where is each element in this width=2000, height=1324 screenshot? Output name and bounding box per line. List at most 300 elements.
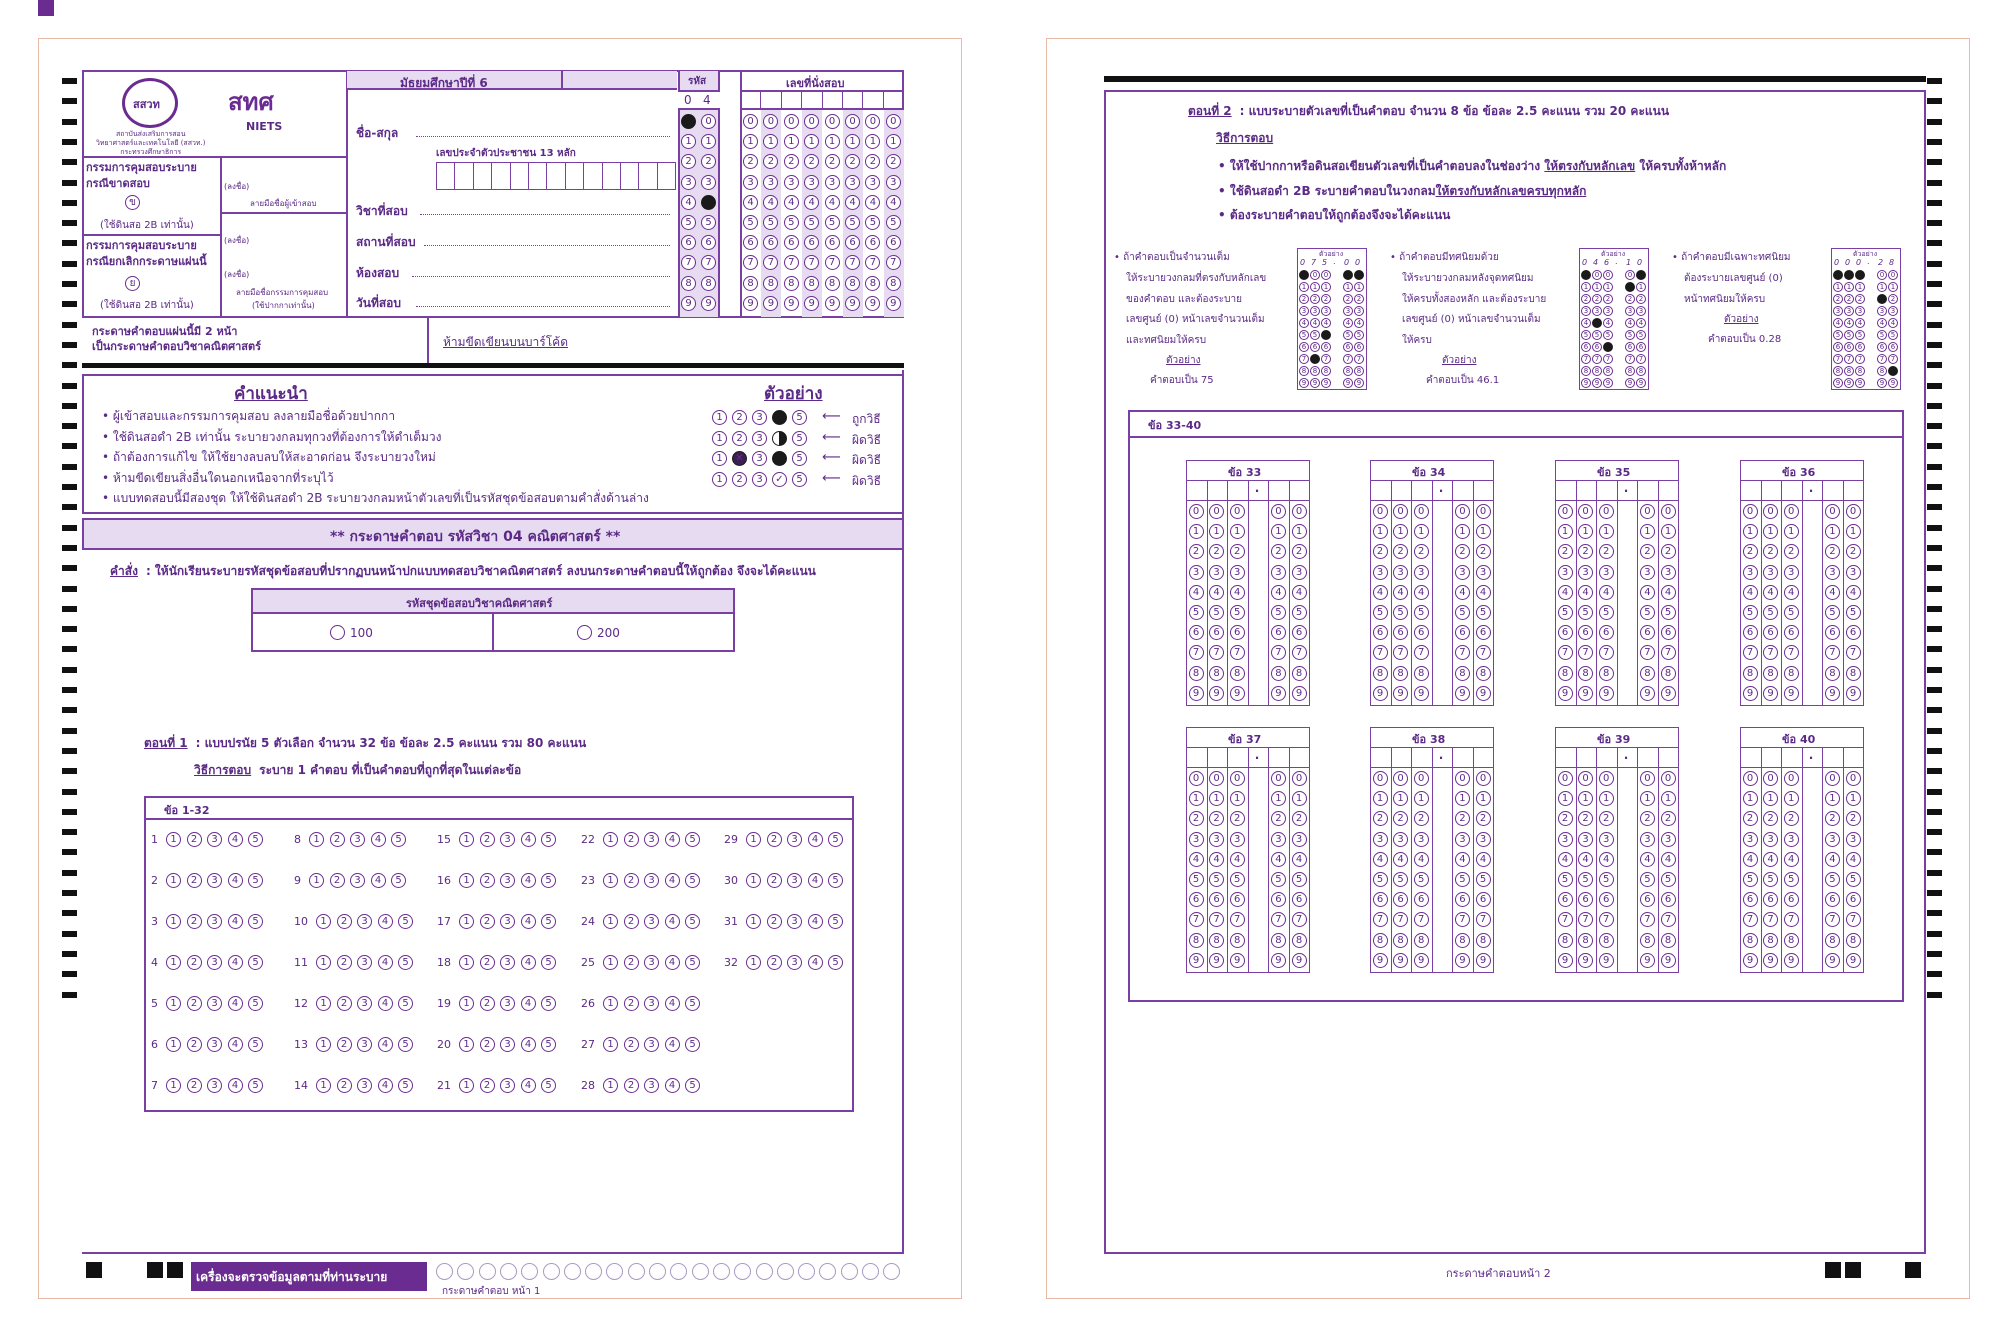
answer-bubble[interactable]: 5 [248, 832, 263, 847]
answer-bubble[interactable]: 1 [316, 955, 331, 970]
citizen-id-box[interactable] [620, 162, 639, 190]
answer-bubble[interactable]: 4 [521, 1078, 536, 1093]
seat-bubble[interactable]: 0 [825, 114, 840, 129]
answer-bubble[interactable]: 1 [459, 996, 474, 1011]
digit-bubble[interactable]: 2 [1292, 544, 1307, 559]
digit-bubble[interactable]: 0 [1784, 771, 1799, 786]
citizen-id-box[interactable] [510, 162, 529, 190]
answer-bubble[interactable]: 1 [316, 996, 331, 1011]
digit-bubble[interactable]: 5 [1558, 872, 1573, 887]
digit-bubble[interactable]: 6 [1209, 892, 1224, 907]
digit-input-box[interactable] [1844, 748, 1863, 766]
answer-bubble[interactable]: 5 [541, 996, 556, 1011]
digit-bubble[interactable]: 7 [1393, 645, 1408, 660]
answer-bubble[interactable]: 5 [828, 832, 843, 847]
digit-bubble[interactable]: 1 [1476, 791, 1491, 806]
digit-bubble[interactable]: 3 [1825, 565, 1840, 580]
seat-bubble[interactable]: 3 [886, 175, 901, 190]
digit-bubble[interactable]: 8 [1373, 666, 1388, 681]
digit-bubble[interactable]: 9 [1189, 953, 1204, 968]
digit-bubble[interactable]: 6 [1825, 625, 1840, 640]
digit-bubble[interactable]: 9 [1455, 953, 1470, 968]
answer-bubble[interactable]: 2 [480, 873, 495, 888]
digit-bubble[interactable]: 8 [1743, 933, 1758, 948]
seat-bubble[interactable]: 8 [763, 276, 778, 291]
digit-input-box[interactable] [1577, 481, 1596, 499]
digit-bubble[interactable]: 7 [1455, 645, 1470, 660]
digit-bubble[interactable]: 2 [1640, 544, 1655, 559]
digit-bubble[interactable]: 1 [1763, 524, 1778, 539]
digit-bubble[interactable]: 3 [1455, 565, 1470, 580]
answer-bubble[interactable]: 2 [480, 1078, 495, 1093]
seat-bubble[interactable]: 1 [784, 134, 799, 149]
digit-input-box[interactable] [1392, 481, 1411, 499]
digit-bubble[interactable]: 5 [1189, 605, 1204, 620]
digit-input-box[interactable] [1269, 748, 1288, 766]
digit-bubble[interactable]: 3 [1599, 565, 1614, 580]
digit-bubble[interactable]: 7 [1846, 912, 1861, 927]
digit-bubble[interactable]: 1 [1846, 791, 1861, 806]
digit-bubble[interactable]: 3 [1640, 565, 1655, 580]
answer-bubble[interactable]: 1 [603, 1037, 618, 1052]
digit-bubble[interactable]: 8 [1599, 666, 1614, 681]
digit-bubble[interactable]: 0 [1189, 771, 1204, 786]
digit-bubble[interactable]: 0 [1393, 504, 1408, 519]
code-bubble[interactable]: 2 [681, 154, 696, 169]
digit-bubble[interactable]: 4 [1640, 585, 1655, 600]
digit-bubble[interactable]: 8 [1578, 666, 1593, 681]
digit-bubble[interactable]: 0 [1846, 504, 1861, 519]
digit-bubble[interactable]: 9 [1558, 953, 1573, 968]
answer-bubble[interactable]: 4 [521, 914, 536, 929]
seat-bubble[interactable]: 4 [763, 195, 778, 210]
digit-bubble[interactable]: 0 [1599, 771, 1614, 786]
digit-bubble[interactable]: 4 [1373, 852, 1388, 867]
digit-bubble[interactable]: 6 [1661, 625, 1676, 640]
code-bubble[interactable]: 1 [701, 134, 716, 149]
citizen-id-box[interactable] [583, 162, 602, 190]
digit-bubble[interactable]: 1 [1558, 524, 1573, 539]
digit-bubble[interactable]: 9 [1476, 953, 1491, 968]
answer-bubble[interactable]: 2 [624, 955, 639, 970]
digit-bubble[interactable]: 8 [1661, 933, 1676, 948]
seat-bubble[interactable]: 1 [845, 134, 860, 149]
digit-bubble[interactable]: 7 [1578, 645, 1593, 660]
code-bubble[interactable]: 8 [701, 276, 716, 291]
digit-bubble[interactable]: 8 [1558, 933, 1573, 948]
answer-bubble[interactable]: 2 [767, 832, 782, 847]
digit-bubble[interactable]: 3 [1825, 832, 1840, 847]
digit-bubble[interactable]: 2 [1455, 544, 1470, 559]
digit-bubble[interactable]: 7 [1784, 645, 1799, 660]
answer-bubble[interactable]: 1 [603, 996, 618, 1011]
digit-bubble[interactable]: 8 [1578, 933, 1593, 948]
digit-bubble[interactable]: 2 [1209, 544, 1224, 559]
digit-bubble[interactable]: 2 [1784, 544, 1799, 559]
answer-bubble[interactable]: 5 [398, 996, 413, 1011]
digit-bubble[interactable]: 1 [1476, 524, 1491, 539]
digit-bubble[interactable]: 5 [1189, 872, 1204, 887]
digit-bubble[interactable]: 0 [1455, 771, 1470, 786]
seat-bubble[interactable]: 6 [784, 235, 799, 250]
digit-bubble[interactable]: 8 [1476, 666, 1491, 681]
answer-bubble[interactable]: 1 [166, 832, 181, 847]
answer-bubble[interactable]: 5 [391, 832, 406, 847]
digit-bubble[interactable]: 9 [1373, 953, 1388, 968]
digit-bubble[interactable]: 6 [1599, 892, 1614, 907]
digit-bubble[interactable]: 3 [1414, 565, 1429, 580]
seat-bubble[interactable]: 4 [804, 195, 819, 210]
digit-bubble[interactable]: 8 [1743, 666, 1758, 681]
digit-input-box[interactable] [1741, 748, 1760, 766]
digit-bubble[interactable]: 5 [1455, 872, 1470, 887]
answer-bubble[interactable]: 3 [500, 1037, 515, 1052]
answer-bubble[interactable]: 5 [248, 955, 263, 970]
date-field[interactable] [416, 306, 670, 307]
digit-bubble[interactable]: 5 [1599, 872, 1614, 887]
digit-input-box[interactable] [1290, 748, 1309, 766]
seat-bubble[interactable]: 1 [763, 134, 778, 149]
digit-bubble[interactable]: 1 [1743, 524, 1758, 539]
code-bubble[interactable]: 8 [681, 276, 696, 291]
digit-bubble[interactable]: 2 [1743, 544, 1758, 559]
digit-bubble[interactable]: 9 [1784, 953, 1799, 968]
digit-bubble[interactable]: 2 [1825, 811, 1840, 826]
answer-bubble[interactable]: 5 [248, 873, 263, 888]
digit-bubble[interactable]: 0 [1414, 504, 1429, 519]
digit-bubble[interactable]: 2 [1209, 811, 1224, 826]
digit-bubble[interactable]: 5 [1209, 872, 1224, 887]
digit-bubble[interactable]: 9 [1209, 953, 1224, 968]
digit-input-box[interactable] [1453, 481, 1472, 499]
answer-bubble[interactable]: 4 [378, 996, 393, 1011]
answer-bubble[interactable]: 4 [665, 832, 680, 847]
answer-bubble[interactable]: 3 [357, 1078, 372, 1093]
answer-bubble[interactable]: 4 [808, 873, 823, 888]
digit-bubble[interactable]: 7 [1209, 645, 1224, 660]
answer-bubble[interactable]: 2 [480, 914, 495, 929]
digit-bubble[interactable]: 6 [1558, 625, 1573, 640]
digit-bubble[interactable]: 9 [1825, 686, 1840, 701]
answer-bubble[interactable]: 4 [228, 1037, 243, 1052]
code-bubble[interactable]: 9 [681, 296, 696, 311]
digit-bubble[interactable]: 4 [1661, 585, 1676, 600]
answer-bubble[interactable]: 3 [500, 996, 515, 1011]
answer-bubble[interactable]: 3 [644, 1037, 659, 1052]
digit-bubble[interactable]: 9 [1640, 953, 1655, 968]
digit-bubble[interactable]: 9 [1578, 953, 1593, 968]
digit-bubble[interactable]: 0 [1578, 771, 1593, 786]
name-field[interactable] [416, 136, 670, 137]
digit-bubble[interactable]: 4 [1825, 852, 1840, 867]
citizen-id-box[interactable] [528, 162, 547, 190]
citizen-id-box[interactable] [473, 162, 492, 190]
answer-bubble[interactable]: 4 [808, 914, 823, 929]
digit-bubble[interactable]: 8 [1209, 933, 1224, 948]
digit-bubble[interactable]: 0 [1476, 771, 1491, 786]
answer-bubble[interactable]: 4 [665, 914, 680, 929]
digit-bubble[interactable]: 5 [1476, 872, 1491, 887]
digit-bubble[interactable]: 4 [1661, 852, 1676, 867]
digit-bubble[interactable]: 6 [1846, 625, 1861, 640]
digit-bubble[interactable]: 4 [1558, 585, 1573, 600]
digit-bubble[interactable]: 1 [1414, 524, 1429, 539]
citizen-id-box[interactable] [546, 162, 565, 190]
digit-bubble[interactable]: 6 [1825, 892, 1840, 907]
digit-bubble[interactable]: 2 [1578, 811, 1593, 826]
digit-bubble[interactable]: 7 [1846, 645, 1861, 660]
digit-input-box[interactable] [1474, 748, 1493, 766]
answer-bubble[interactable]: 3 [787, 955, 802, 970]
code-bubble[interactable]: 4 [681, 195, 696, 210]
digit-bubble[interactable]: 1 [1578, 524, 1593, 539]
seat-bubble[interactable]: 3 [845, 175, 860, 190]
subject-field[interactable] [420, 214, 670, 215]
seat-bubble[interactable]: 9 [865, 296, 880, 311]
digit-bubble[interactable]: 2 [1640, 811, 1655, 826]
digit-bubble[interactable]: 4 [1476, 585, 1491, 600]
answer-bubble[interactable]: 2 [624, 1078, 639, 1093]
seat-bubble[interactable]: 1 [743, 134, 758, 149]
digit-bubble[interactable]: 0 [1825, 504, 1840, 519]
citizen-id-box[interactable] [565, 162, 584, 190]
answer-bubble[interactable]: 1 [459, 832, 474, 847]
digit-bubble[interactable]: 2 [1846, 544, 1861, 559]
digit-bubble[interactable]: 0 [1271, 504, 1286, 519]
answer-bubble[interactable]: 2 [187, 873, 202, 888]
answer-bubble[interactable]: 1 [746, 873, 761, 888]
seat-bubble[interactable]: 6 [865, 235, 880, 250]
answer-bubble[interactable]: 2 [624, 914, 639, 929]
digit-bubble[interactable]: 4 [1373, 585, 1388, 600]
answer-bubble[interactable]: 5 [398, 955, 413, 970]
answer-bubble[interactable]: 4 [808, 832, 823, 847]
code-bubble[interactable]: 7 [681, 255, 696, 270]
digit-bubble[interactable]: 9 [1846, 686, 1861, 701]
digit-bubble[interactable]: 2 [1292, 811, 1307, 826]
answer-bubble[interactable]: 5 [685, 873, 700, 888]
digit-bubble[interactable]: 3 [1414, 832, 1429, 847]
digit-input-box[interactable] [1577, 748, 1596, 766]
digit-bubble[interactable]: 9 [1661, 686, 1676, 701]
answer-bubble[interactable]: 3 [207, 1037, 222, 1052]
answer-bubble[interactable]: 3 [357, 914, 372, 929]
answer-bubble[interactable]: 4 [228, 873, 243, 888]
digit-bubble[interactable]: 8 [1455, 666, 1470, 681]
answer-bubble[interactable]: 3 [644, 832, 659, 847]
digit-bubble[interactable]: 6 [1784, 625, 1799, 640]
answer-bubble[interactable]: 2 [187, 1037, 202, 1052]
answer-bubble[interactable]: 2 [480, 996, 495, 1011]
code-bubble[interactable]: 1 [681, 134, 696, 149]
digit-bubble[interactable]: 5 [1271, 872, 1286, 887]
digit-bubble[interactable]: 3 [1846, 565, 1861, 580]
digit-bubble[interactable]: 6 [1393, 625, 1408, 640]
digit-bubble[interactable]: 0 [1189, 504, 1204, 519]
digit-bubble[interactable]: 4 [1763, 852, 1778, 867]
digit-input-box[interactable] [1782, 481, 1801, 499]
digit-bubble[interactable]: 1 [1292, 524, 1307, 539]
digit-bubble[interactable]: 0 [1373, 771, 1388, 786]
digit-bubble[interactable]: 3 [1640, 832, 1655, 847]
answer-bubble[interactable]: 1 [166, 914, 181, 929]
digit-input-box[interactable] [1844, 481, 1863, 499]
answer-bubble[interactable]: 3 [644, 955, 659, 970]
answer-bubble[interactable]: 2 [767, 873, 782, 888]
digit-bubble[interactable]: 9 [1393, 686, 1408, 701]
seat-bubble[interactable]: 0 [743, 114, 758, 129]
digit-bubble[interactable]: 4 [1784, 585, 1799, 600]
digit-bubble[interactable]: 5 [1846, 605, 1861, 620]
code-bubble[interactable] [681, 114, 696, 129]
answer-bubble[interactable]: 3 [350, 873, 365, 888]
digit-bubble[interactable]: 5 [1640, 872, 1655, 887]
digit-bubble[interactable]: 3 [1846, 832, 1861, 847]
digit-bubble[interactable]: 7 [1230, 645, 1245, 660]
digit-bubble[interactable]: 8 [1209, 666, 1224, 681]
answer-bubble[interactable]: 5 [685, 914, 700, 929]
digit-bubble[interactable]: 7 [1784, 912, 1799, 927]
digit-bubble[interactable]: 1 [1373, 524, 1388, 539]
digit-bubble[interactable]: 5 [1846, 872, 1861, 887]
digit-bubble[interactable]: 4 [1414, 852, 1429, 867]
seat-bubble[interactable]: 6 [825, 235, 840, 250]
answer-bubble[interactable]: 1 [746, 832, 761, 847]
digit-bubble[interactable]: 6 [1230, 892, 1245, 907]
answer-bubble[interactable]: 5 [248, 1078, 263, 1093]
digit-bubble[interactable]: 2 [1599, 544, 1614, 559]
digit-bubble[interactable]: 8 [1373, 933, 1388, 948]
digit-bubble[interactable]: 5 [1661, 605, 1676, 620]
answer-bubble[interactable]: 1 [309, 832, 324, 847]
digit-bubble[interactable]: 6 [1189, 892, 1204, 907]
digit-bubble[interactable]: 9 [1599, 953, 1614, 968]
digit-bubble[interactable]: 4 [1558, 852, 1573, 867]
digit-bubble[interactable]: 3 [1373, 832, 1388, 847]
digit-bubble[interactable]: 1 [1393, 524, 1408, 539]
digit-bubble[interactable]: 9 [1230, 686, 1245, 701]
answer-bubble[interactable]: 4 [228, 996, 243, 1011]
digit-bubble[interactable]: 8 [1189, 933, 1204, 948]
digit-bubble[interactable]: 1 [1640, 791, 1655, 806]
digit-bubble[interactable]: 4 [1763, 585, 1778, 600]
digit-bubble[interactable]: 2 [1661, 811, 1676, 826]
digit-bubble[interactable]: 3 [1661, 832, 1676, 847]
digit-bubble[interactable]: 2 [1393, 544, 1408, 559]
seat-bubble[interactable]: 5 [763, 215, 778, 230]
digit-bubble[interactable]: 7 [1373, 645, 1388, 660]
answer-bubble[interactable]: 5 [541, 1037, 556, 1052]
seat-bubble[interactable]: 9 [825, 296, 840, 311]
digit-input-box[interactable] [1453, 748, 1472, 766]
digit-bubble[interactable]: 9 [1414, 953, 1429, 968]
digit-input-box[interactable] [1187, 481, 1206, 499]
seat-bubble[interactable]: 2 [784, 154, 799, 169]
digit-bubble[interactable]: 7 [1661, 645, 1676, 660]
answer-bubble[interactable]: 1 [166, 1037, 181, 1052]
digit-bubble[interactable]: 6 [1455, 625, 1470, 640]
digit-bubble[interactable]: 5 [1230, 605, 1245, 620]
digit-bubble[interactable]: 4 [1455, 852, 1470, 867]
answer-bubble[interactable]: 5 [828, 955, 843, 970]
answer-bubble[interactable]: 2 [767, 955, 782, 970]
answer-bubble[interactable]: 4 [521, 955, 536, 970]
digit-bubble[interactable]: 9 [1393, 953, 1408, 968]
seat-bubble[interactable]: 0 [763, 114, 778, 129]
seat-bubble[interactable]: 5 [784, 215, 799, 230]
answer-bubble[interactable]: 4 [808, 955, 823, 970]
answer-bubble[interactable]: 1 [603, 955, 618, 970]
digit-bubble[interactable]: 5 [1784, 872, 1799, 887]
digit-bubble[interactable]: 1 [1393, 791, 1408, 806]
digit-bubble[interactable]: 2 [1763, 544, 1778, 559]
seat-bubble[interactable]: 4 [865, 195, 880, 210]
digit-bubble[interactable]: 1 [1373, 791, 1388, 806]
digit-bubble[interactable]: 2 [1661, 544, 1676, 559]
digit-bubble[interactable]: 4 [1271, 585, 1286, 600]
digit-bubble[interactable]: 0 [1825, 771, 1840, 786]
answer-bubble[interactable]: 5 [685, 1037, 700, 1052]
digit-bubble[interactable]: 2 [1189, 544, 1204, 559]
digit-bubble[interactable]: 9 [1599, 686, 1614, 701]
digit-input-box[interactable] [1782, 748, 1801, 766]
answer-bubble[interactable]: 4 [521, 996, 536, 1011]
answer-bubble[interactable]: 1 [166, 996, 181, 1011]
seat-bubble[interactable]: 1 [804, 134, 819, 149]
digit-bubble[interactable]: 6 [1743, 892, 1758, 907]
digit-bubble[interactable]: 7 [1414, 645, 1429, 660]
answer-bubble[interactable]: 5 [541, 873, 556, 888]
answer-bubble[interactable]: 3 [787, 832, 802, 847]
digit-bubble[interactable]: 8 [1393, 933, 1408, 948]
seat-bubble[interactable]: 5 [804, 215, 819, 230]
answer-bubble[interactable]: 1 [459, 1078, 474, 1093]
answer-bubble[interactable]: 3 [207, 832, 222, 847]
answer-bubble[interactable]: 2 [187, 1078, 202, 1093]
answer-bubble[interactable]: 2 [330, 832, 345, 847]
digit-bubble[interactable]: 1 [1230, 524, 1245, 539]
digit-bubble[interactable]: 0 [1414, 771, 1429, 786]
digit-bubble[interactable]: 3 [1271, 565, 1286, 580]
seat-bubble[interactable]: 7 [763, 255, 778, 270]
digit-bubble[interactable]: 9 [1230, 953, 1245, 968]
digit-bubble[interactable]: 0 [1743, 504, 1758, 519]
code-bubble[interactable]: 7 [701, 255, 716, 270]
seat-bubble[interactable]: 4 [845, 195, 860, 210]
digit-bubble[interactable]: 7 [1414, 912, 1429, 927]
digit-bubble[interactable]: 2 [1476, 544, 1491, 559]
digit-bubble[interactable]: 6 [1414, 892, 1429, 907]
answer-bubble[interactable]: 4 [378, 955, 393, 970]
digit-input-box[interactable] [1371, 481, 1390, 499]
seat-bubble[interactable]: 7 [886, 255, 901, 270]
answer-bubble[interactable]: 1 [459, 955, 474, 970]
seat-bubble[interactable]: 0 [784, 114, 799, 129]
digit-bubble[interactable]: 9 [1661, 953, 1676, 968]
digit-bubble[interactable]: 0 [1578, 504, 1593, 519]
digit-bubble[interactable]: 1 [1599, 791, 1614, 806]
seat-bubble[interactable]: 6 [763, 235, 778, 250]
digit-bubble[interactable]: 4 [1393, 852, 1408, 867]
seat-bubble[interactable]: 1 [886, 134, 901, 149]
seat-bubble[interactable]: 9 [886, 296, 901, 311]
digit-bubble[interactable]: 9 [1271, 953, 1286, 968]
answer-bubble[interactable]: 1 [166, 1078, 181, 1093]
answer-bubble[interactable]: 4 [371, 832, 386, 847]
seat-bubble[interactable]: 7 [845, 255, 860, 270]
digit-bubble[interactable]: 6 [1640, 892, 1655, 907]
digit-bubble[interactable]: 5 [1414, 605, 1429, 620]
